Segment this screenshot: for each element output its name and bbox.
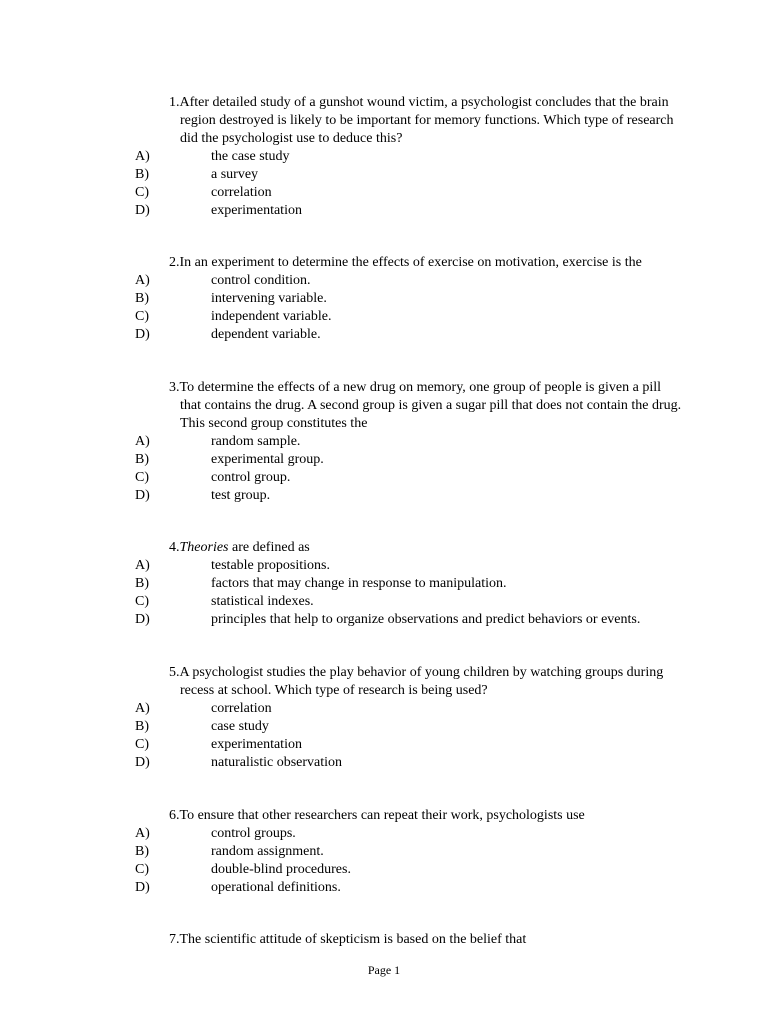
option-letter: B) [135, 844, 149, 859]
question-number: 3. [169, 380, 180, 395]
option-text: operational definitions. [211, 880, 341, 895]
option-letter: A) [135, 149, 150, 164]
stem-line: recess at school. Which type of research is being used? [180, 683, 488, 698]
option-text: dependent variable. [211, 327, 321, 342]
stem-line: region destroyed is likely to be important for memory functions. Which type of research [180, 113, 674, 128]
answer-options [0, 700, 768, 772]
question-stem [169, 539, 729, 557]
answer-option-b [0, 575, 768, 593]
option-letter: C) [135, 594, 149, 609]
option-text: control group. [211, 470, 291, 485]
stem-line: To determine the effects of a new drug on memory, one group of people is given a pill [179, 380, 661, 395]
answer-options [0, 825, 768, 897]
page-number: Page 1 [367, 963, 401, 977]
option-letter: D) [135, 203, 150, 218]
option-text: random assignment. [211, 844, 324, 859]
option-letter: A) [135, 558, 150, 573]
answer-options [0, 557, 768, 629]
question-number: 7. [169, 932, 180, 947]
option-letter: B) [135, 719, 149, 734]
stem-line: that contains the drug. A second group is given a sugar pill that does not contain the drug. [180, 398, 682, 413]
option-letter: D) [135, 880, 150, 895]
question-stem [169, 931, 729, 949]
answer-option-c [0, 861, 768, 879]
stem-line: did the psychologist use to deduce this? [180, 131, 403, 146]
page-footer [0, 961, 768, 979]
answer-option-b [0, 166, 768, 184]
option-letter: D) [135, 327, 150, 342]
question-5 [0, 664, 768, 772]
answer-option-a [0, 700, 768, 718]
question-stem [169, 807, 729, 825]
option-text: correlation [211, 701, 272, 716]
option-letter: D) [135, 612, 150, 627]
answer-option-b [0, 718, 768, 736]
stem-line: In an experiment to determine the effects of exercise on motivation, exercise is the [179, 255, 642, 270]
answer-option-d [0, 754, 768, 772]
question-4 [0, 539, 768, 629]
option-text: independent variable. [211, 309, 332, 324]
question-number: 2. [169, 255, 180, 270]
option-text: control condition. [211, 273, 311, 288]
question-number: 6. [169, 808, 180, 823]
answer-option-b [0, 843, 768, 861]
answer-option-a [0, 148, 768, 166]
option-letter: A) [135, 826, 150, 841]
answer-option-d [0, 879, 768, 897]
answer-option-c [0, 593, 768, 611]
question-stem [169, 94, 729, 148]
answer-option-c [0, 469, 768, 487]
option-text: experimental group. [211, 452, 324, 467]
option-text: statistical indexes. [211, 594, 314, 609]
option-text: the case study [211, 149, 290, 164]
answer-option-c [0, 184, 768, 202]
question-stem [169, 254, 729, 272]
answer-option-b [0, 451, 768, 469]
answer-option-d [0, 611, 768, 629]
question-stem [169, 379, 729, 433]
answer-option-c [0, 308, 768, 326]
question-number: 5. [169, 665, 180, 680]
option-letter: B) [135, 167, 149, 182]
option-text: intervening variable. [211, 291, 327, 306]
option-letter: C) [135, 185, 149, 200]
stem-line: are defined as [228, 540, 310, 555]
option-letter: A) [135, 701, 150, 716]
option-letter: B) [135, 452, 149, 467]
option-letter: A) [135, 273, 150, 288]
option-text: experimentation [211, 737, 302, 752]
stem-line: To ensure that other researchers can repeat their work, psychologists use [179, 808, 585, 823]
stem-line: A psychologist studies the play behavior of young children by watching groups during [179, 665, 664, 680]
option-text: random sample. [211, 434, 301, 449]
option-text: correlation [211, 185, 272, 200]
stem-italic-term: Theories [179, 540, 229, 555]
stem-line: The scientific attitude of skepticism is based on the belief that [179, 932, 527, 947]
answer-option-a [0, 825, 768, 843]
option-text: naturalistic observation [211, 755, 343, 770]
option-letter: D) [135, 488, 150, 503]
answer-option-a [0, 557, 768, 575]
option-letter: D) [135, 755, 150, 770]
question-stem [169, 664, 729, 700]
answer-options [0, 148, 768, 220]
answer-options [0, 272, 768, 344]
option-text: factors that may change in response to manipulation. [211, 576, 507, 591]
question-2 [0, 254, 768, 344]
option-letter: B) [135, 576, 149, 591]
option-letter: B) [135, 291, 149, 306]
answer-option-b [0, 290, 768, 308]
question-number: 4. [169, 540, 180, 555]
stem-line: This second group constitutes the [180, 416, 368, 431]
option-text: principles that help to organize observations and predict behaviors or events. [211, 612, 641, 627]
question-7 [0, 931, 768, 949]
question-6 [0, 807, 768, 897]
stem-line: After detailed study of a gunshot wound victim, a psychologist concludes that the brain [179, 95, 669, 110]
option-letter: C) [135, 737, 149, 752]
answer-option-a [0, 272, 768, 290]
answer-option-d [0, 202, 768, 220]
option-text: case study [211, 719, 269, 734]
option-text: control groups. [211, 826, 296, 841]
option-text: test group. [211, 488, 271, 503]
option-text: testable propositions. [211, 558, 330, 573]
option-text: a survey [211, 167, 259, 182]
question-number: 1. [169, 95, 180, 110]
answer-option-d [0, 487, 768, 505]
answer-option-d [0, 326, 768, 344]
option-letter: A) [135, 434, 150, 449]
answer-options [0, 433, 768, 505]
option-letter: C) [135, 862, 149, 877]
answer-option-c [0, 736, 768, 754]
option-text: double-blind procedures. [211, 862, 351, 877]
question-1 [0, 94, 768, 220]
option-letter: C) [135, 309, 149, 324]
option-letter: C) [135, 470, 149, 485]
option-text: experimentation [211, 203, 302, 218]
answer-option-a [0, 433, 768, 451]
question-3 [0, 379, 768, 505]
